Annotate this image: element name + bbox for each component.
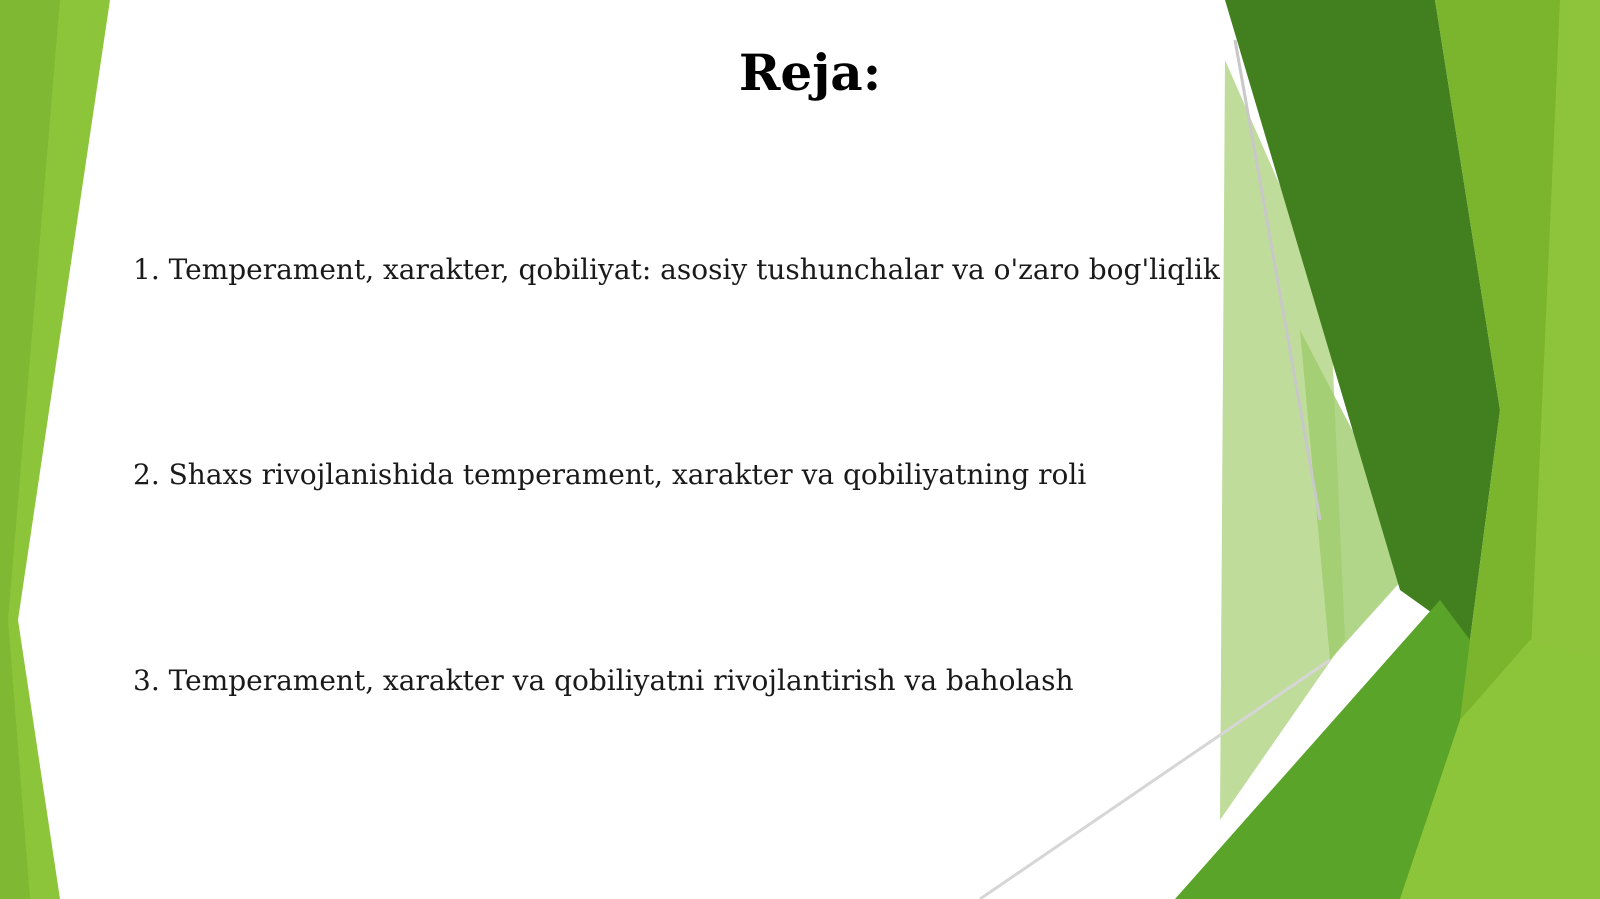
slide-title: Reja: <box>738 43 882 102</box>
plan-item-2: 2. Shaxs rivojlanishida temperament, xarakter va qobiliyatning roli <box>133 458 1087 491</box>
plan-item-3: 3. Temperament, xarakter va qobiliyatni rivojlantirish va baholash <box>133 664 1074 697</box>
plan-item-1: 1. Temperament, xarakter, qobiliyat: asosiy tushunchalar va o'zaro bog'liqlik <box>133 253 1220 286</box>
